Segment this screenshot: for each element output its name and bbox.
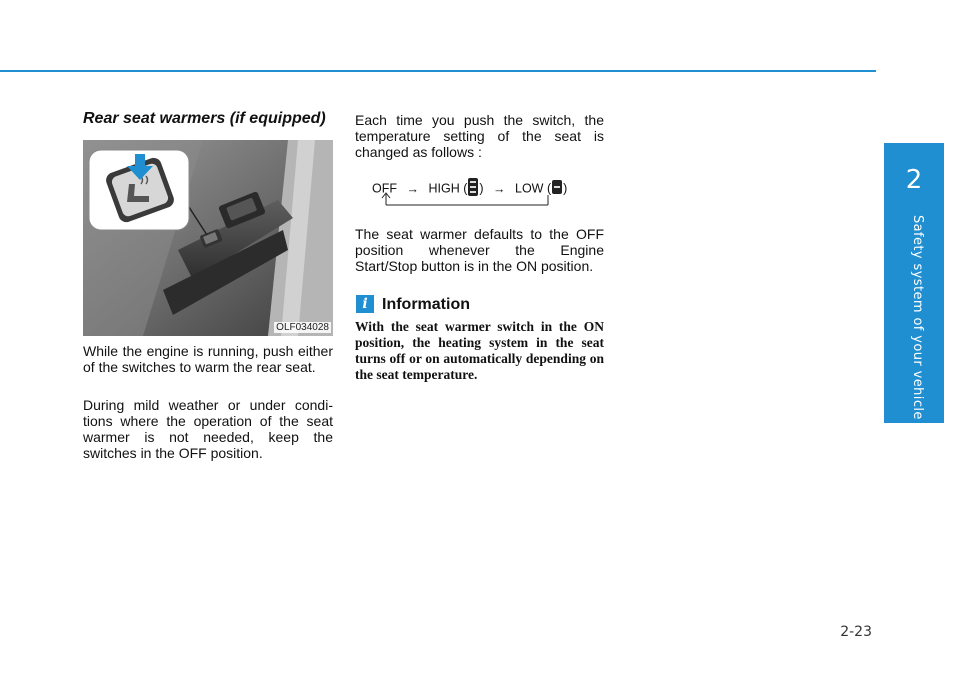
door-panel-illustration (83, 140, 333, 336)
seq-low-close: ) (563, 181, 568, 196)
section-heading: Rear seat warmers (if equipped) (83, 110, 326, 127)
chapter-title: Safety system of your vehicle (910, 215, 925, 420)
info-icon: i (356, 295, 374, 313)
header-rule (0, 70, 876, 72)
right-paragraph-1: Each time you push the switch, the temperature setting of the seat is changed as follows : (355, 112, 604, 160)
chapter-tab (884, 143, 944, 423)
chapter-number: 2 (905, 165, 923, 195)
seq-low-open: LOW ( (515, 181, 552, 196)
seq-high-open: HIGH ( (428, 181, 468, 196)
seq-off: OFF (372, 181, 397, 196)
info-title: Information (382, 296, 470, 313)
return-loop-arrow (380, 191, 555, 209)
info-text: With the seat warmer switch in the ON position, the heating system in the seat turns off or on automatically depending on the seat temperature. (355, 319, 604, 382)
door-switch-figure (83, 140, 333, 336)
seq-high-close: ) (479, 181, 484, 196)
seq-arrow-2: → (493, 181, 506, 196)
page-number: 2-23 (840, 624, 872, 640)
seq-arrow-1: → (406, 181, 419, 196)
figure-code: OLF034028 (276, 322, 329, 333)
right-paragraph-2: The seat warmer defaults to the OFF position whenever the Engine Start/Stop button is in the ON position. (355, 226, 604, 274)
left-paragraph-2: During mild weather or under condi-tions where the operation of the seat warmer is not needed, keep the switches in the OFF position. (83, 397, 333, 461)
left-paragraph-1: While the engine is running, push either of the switches to warm the rear seat. (83, 343, 333, 375)
